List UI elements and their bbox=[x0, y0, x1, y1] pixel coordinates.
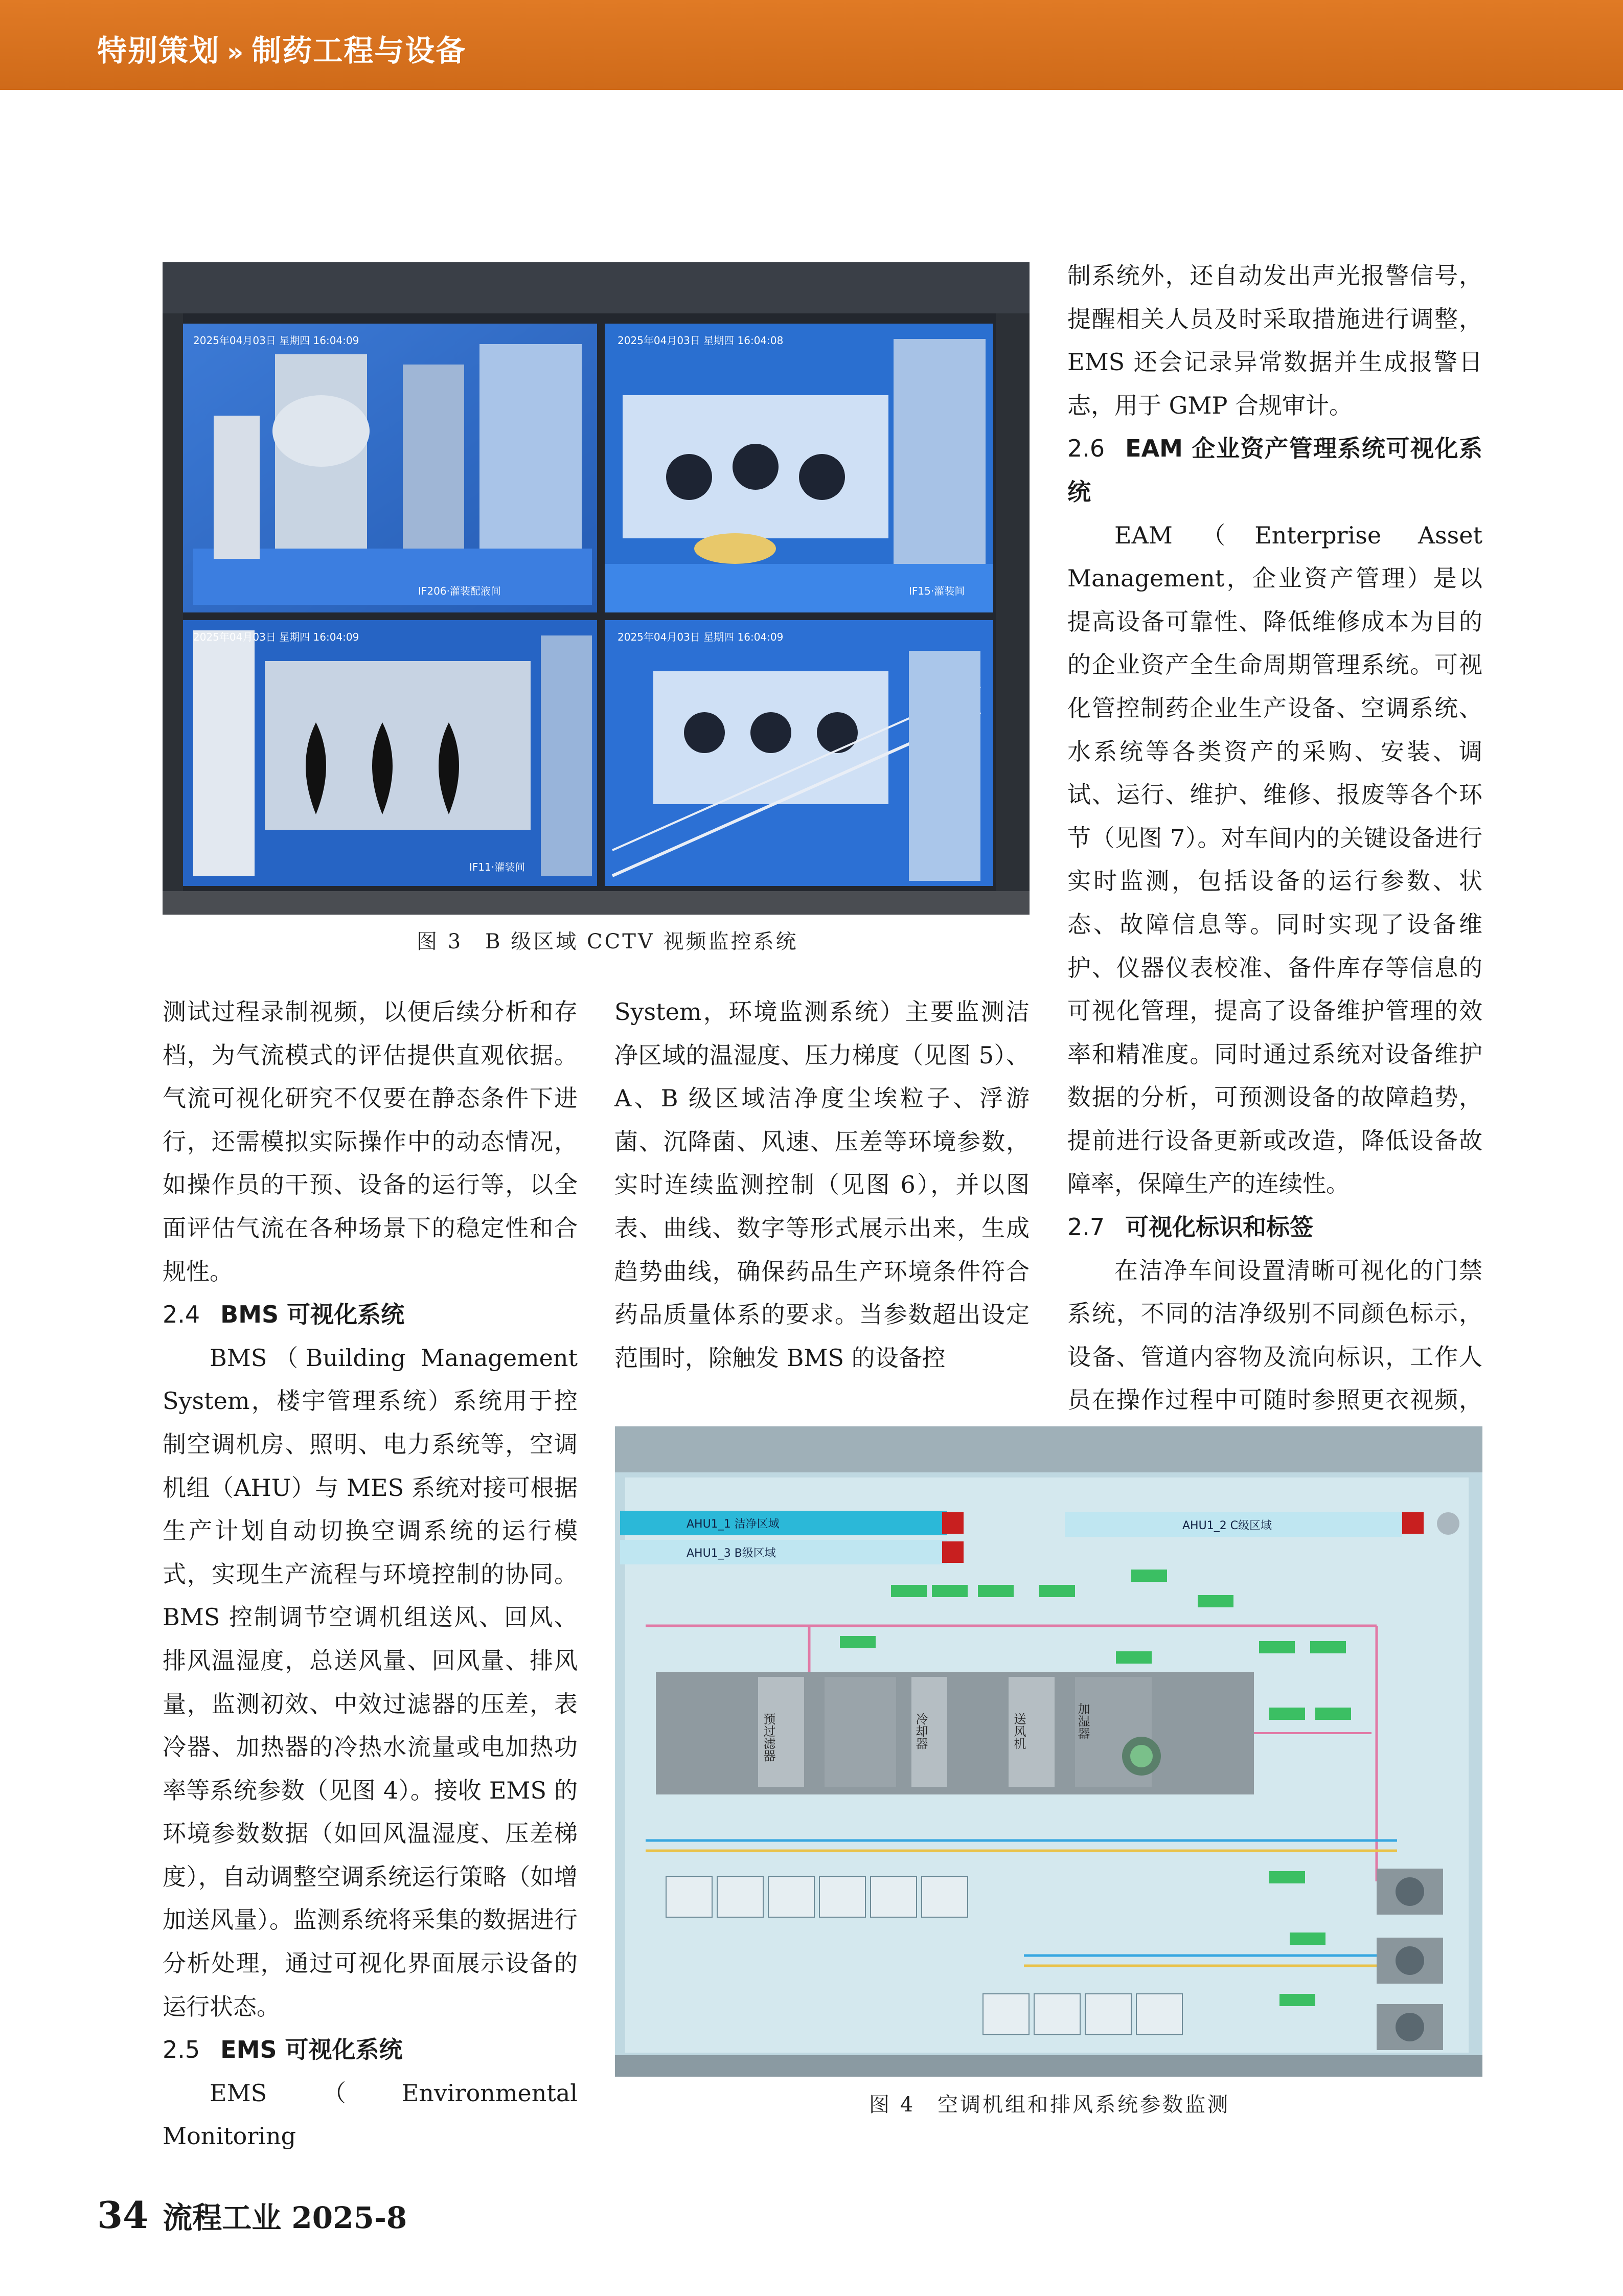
figure-3-cctv-photo bbox=[163, 262, 1030, 915]
paragraph: 制系统外，还自动发出声光报警信号，提醒相关人员及时采取措施进行调整，EMS 还会记录异常数据并生成报警日志，用于 GMP 合规审计。 bbox=[1067, 262, 1482, 419]
page-footer bbox=[97, 2193, 407, 2237]
figure-3-caption: 图 3 B 级区域 CCTV 视频监控系统 bbox=[417, 930, 798, 953]
hmi-tab-3: AHU1_2 C级区域 bbox=[1182, 1519, 1272, 1532]
ahu-section-label: 送风机 bbox=[1012, 1713, 1026, 1749]
figure-4-caption: 图 4 空调机组和排风系统参数监测 bbox=[869, 2093, 1230, 2117]
paragraph: EAM（Enterprise Asset Management，企业资产管理）是以提高设备可靠性、降低维修成本为目的的企业资产全生命周期管理系统。可视化管控制药企业生产设备、空调系统、水系统等各类资产的采购、安装、调试、运行、维护、维修、报废等各个环节（见图 7）。对车间内的关键设备进行实时监测，包括设备的运行参数、状态、故障信息等。同时实现了设备维护、仪器仪表校准、备件库存等信息的可视化管理，提高了设备维护管理的效率和精准度。同时通过系统对设备维护数据的分析，可预测设备的故障趋势，提前进行设备更新或改造，降低设备故障率，保障生产的连续性。 bbox=[1067, 521, 1482, 1198]
hmi-tab-1: AHU1_1 洁净区域 bbox=[687, 1518, 780, 1531]
section-topic: 制药工程与设备 bbox=[252, 33, 467, 68]
paragraph: BMS（Building Management System，楼宇管理系统）系统用于控制空调机房、照明、电力系统等，空调机组（AHU）与 MES 系统对接可根据生产计划自动切换空调系统的运行模式，实现生产流程与环境控制的协同。BMS 控制调节空调机组送风、回风、排风温湿度，总送风量、回风量、排风量，监测初效、中效过滤器的压差，表冷器、加热器的冷热水流量或电加热功率等系统参数（见图 4）。接收 EMS 的环境参数数据（如回风温湿度、压差梯度），自动调整空调系统运行策略（如增加送风量）。监测系统将采集的数据进行分析处理，通过可视化界面展示设备的运行状态。 bbox=[163, 1344, 578, 2020]
hmi-tab-2: AHU1_3 B级区域 bbox=[687, 1547, 776, 1560]
section-heading-2-5: 2.5 EMS 可视化系统 bbox=[163, 2036, 403, 2064]
paragraph: System，环境监测系统）主要监测洁净区域的温湿度、压力梯度（见图 5）、A、B 级区域洁净度尘埃粒子、浮游菌、沉降菌、风速、压差等环境参数，实时连续监测控制（见图 6），并以图表、曲线、数字等形式展示出来，生成趋势曲线，确保药品生产环境条件符合药品质量体系的要求。当参数超出设定范围时，除触发 BMS 的设备控 bbox=[614, 998, 1030, 1372]
figure-4-ahu-hmi-photo bbox=[615, 1426, 1482, 2077]
section-name: 特别策划 bbox=[97, 33, 220, 68]
ahu-section-label: 预过滤器 bbox=[761, 1713, 775, 1762]
section-heading-2-4: 2.4 BMS 可视化系统 bbox=[163, 1301, 405, 1329]
cctv-timestamp-1: 2025年04月03日 星期四 16:04:09 bbox=[193, 334, 359, 347]
cctv-label-2: IF15·灌装间 bbox=[909, 585, 965, 597]
paragraph: EMS（Environmental Monitoring bbox=[163, 2079, 578, 2150]
cctv-label-3: IF11·灌装间 bbox=[469, 861, 525, 873]
ahu-section-label: 加湿器 bbox=[1076, 1702, 1090, 1739]
cctv-wall-illustration bbox=[163, 262, 1030, 915]
section-heading-2-7: 2.7 可视化标识和标签 bbox=[1067, 1213, 1314, 1241]
cctv-timestamp-4: 2025年04月03日 星期四 16:04:09 bbox=[618, 631, 784, 643]
magazine-issue: 流程工业 2025-8 bbox=[163, 2200, 407, 2235]
section-header-bar bbox=[0, 0, 1623, 90]
cctv-timestamp-2: 2025年04月03日 星期四 16:04:08 bbox=[618, 334, 784, 347]
ahu-section-label: 冷却器 bbox=[913, 1713, 928, 1749]
cctv-label-1: IF206·灌装配液间 bbox=[418, 585, 501, 597]
paragraph: 测试过程录制视频，以便后续分析和存档，为气流模式的评估提供直观依据。气流可视化研究不仅要在静态条件下进行，还需模拟实际操作中的动态情况，如操作员的干预、设备的运行等，以全面评估气流在各种场景下的稳定性和合规性。 bbox=[163, 998, 578, 1285]
cctv-timestamp-3: 2025年04月03日 星期四 16:04:09 bbox=[193, 631, 359, 643]
page-number: 34 bbox=[97, 2193, 149, 2237]
paragraph: 在洁净车间设置清晰可视化的门禁系统，不同的洁净级别不同颜色标示，设备、管道内容物及流向标识，工作人员在操作过程中可随时参照更衣视频， bbox=[1067, 1256, 1482, 1414]
text-column-3 bbox=[1067, 254, 1482, 1465]
text-column-1 bbox=[163, 990, 578, 2158]
text-column-2 bbox=[614, 990, 1030, 1379]
ahu-hmi-illustration bbox=[615, 1426, 1482, 2077]
double-chevron-icon: » bbox=[227, 37, 245, 67]
section-title bbox=[97, 27, 466, 70]
section-heading-2-6: 2.6 EAM 企业资产管理系统可视化系统 bbox=[1067, 435, 1482, 506]
